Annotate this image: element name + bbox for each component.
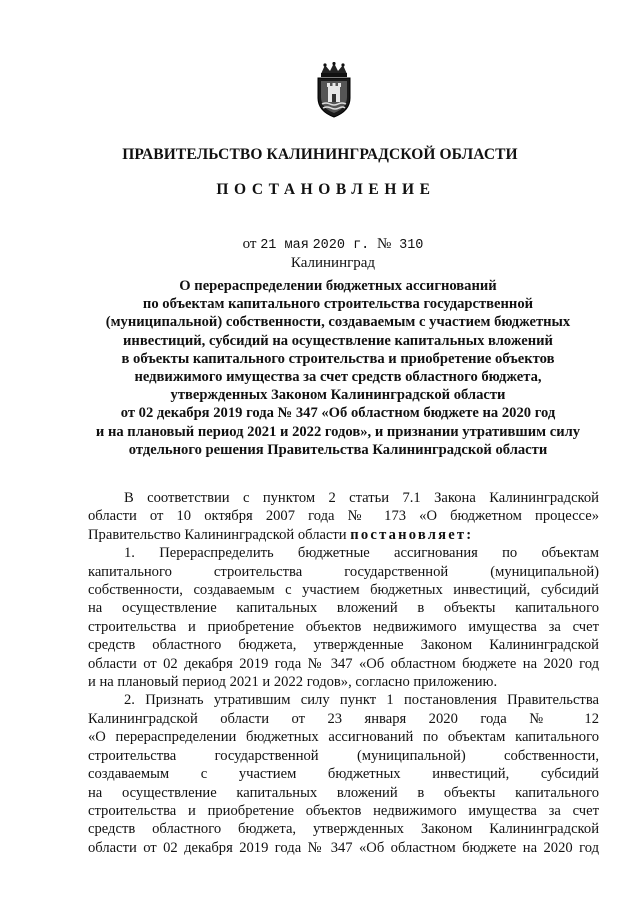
document-body bbox=[88, 489, 599, 857]
government-name: ПРАВИТЕЛЬСТВО КАЛИНИНГРАДСКОЙ ОБЛАСТИ bbox=[122, 146, 518, 163]
document-title bbox=[92, 277, 584, 459]
item1-line: средств областного бюджета, утвержденные Законом Калининградской bbox=[88, 637, 599, 654]
item2-line: строительства и приобретение объектов недвижимого имущества за счет bbox=[88, 802, 599, 819]
item1-line: строительства и приобретение объектов недвижимого имущества за счет bbox=[88, 618, 599, 635]
date-year: 2020 г. bbox=[312, 238, 370, 253]
title-line: в объекты капитального строительства и приобретение объектов bbox=[121, 350, 555, 367]
item1-line: и на плановый период 2021 и 2022 годов», согласно приложению. bbox=[88, 674, 498, 691]
date-value: 21 мая bbox=[260, 238, 309, 253]
document-type: ПОСТАНОВЛЕНИЕ bbox=[216, 181, 436, 198]
item1-line: капитального строительства государственной (муниципальной) bbox=[88, 563, 599, 580]
item2-line: «О перераспределении бюджетных ассигнований по объектам капитального bbox=[88, 729, 599, 746]
item2-line: на осуществление капитальных вложений в объекты капитального bbox=[88, 784, 599, 801]
item1-line: 1. Перераспределить бюджетные ассигнования по объектам bbox=[124, 545, 599, 562]
item2-line: области от 02 декабря 2019 года № 347 «Об областном бюджете на 2020 год bbox=[88, 839, 599, 856]
title-line: по объектам капитального строительства государственной bbox=[142, 296, 534, 313]
item2-line: 2. Признать утратившим силу пункт 1 постановления Правительства bbox=[124, 692, 599, 709]
title-line: утвержденных Законом Калининградской области bbox=[170, 387, 506, 404]
preamble-decree-word: постановляет: bbox=[350, 526, 474, 543]
item2-line: Калининградской области от 23 января 2020 года № 12 bbox=[88, 710, 599, 727]
item1-line: области от 02 декабря 2019 года № 347 «Об областном бюджете на 2020 год bbox=[88, 655, 599, 672]
date-number-line bbox=[0, 236, 640, 253]
title-line: от 02 декабря 2019 года № 347 «Об областном бюджете на 2020 год bbox=[120, 405, 556, 422]
item2-line: средств областного бюджета, утвержденных Законом Калининградской bbox=[88, 821, 599, 838]
preamble-line: области от 10 октября 2007 года № 173 «О бюджетном процессе» bbox=[88, 508, 599, 525]
title-line: (муниципальной) собственности, создаваемым с участием бюджетных bbox=[105, 314, 571, 331]
coat-of-arms-emblem bbox=[311, 62, 357, 118]
preamble-government: Правительство Калининградской области bbox=[88, 526, 347, 543]
number-sign: № bbox=[377, 236, 392, 252]
item1-line: на осуществление капитальных вложений в объекты капитального bbox=[88, 600, 599, 617]
title-line: О перераспределении бюджетных ассигнований bbox=[179, 278, 497, 294]
number-value: 310 bbox=[399, 238, 424, 253]
item1-line: собственности, создаваемым с участием бюджетных инвестиций, субсидий bbox=[88, 582, 599, 599]
title-line: отдельного решения Правительства Калининградской области bbox=[128, 441, 548, 458]
title-line: и на плановый период 2021 и 2022 годов», и признании утратившим силу bbox=[95, 423, 581, 440]
item2-line: строительства государственной (муниципальной) собственности, bbox=[88, 747, 599, 764]
title-line: инвестиций, субсидий на осуществление капитальных вложений bbox=[123, 332, 553, 349]
city: Калининград bbox=[290, 255, 376, 271]
preamble-line bbox=[88, 526, 599, 544]
title-line: недвижимого имущества за счет средств областного бюджета, bbox=[134, 369, 542, 386]
item2-line: создаваемым с участием бюджетных инвестиций, субсидий bbox=[88, 766, 599, 783]
date-prefix: от bbox=[242, 236, 257, 252]
preamble-line: В соответствии с пунктом 2 статьи 7.1 Закона Калининградской bbox=[124, 490, 599, 506]
